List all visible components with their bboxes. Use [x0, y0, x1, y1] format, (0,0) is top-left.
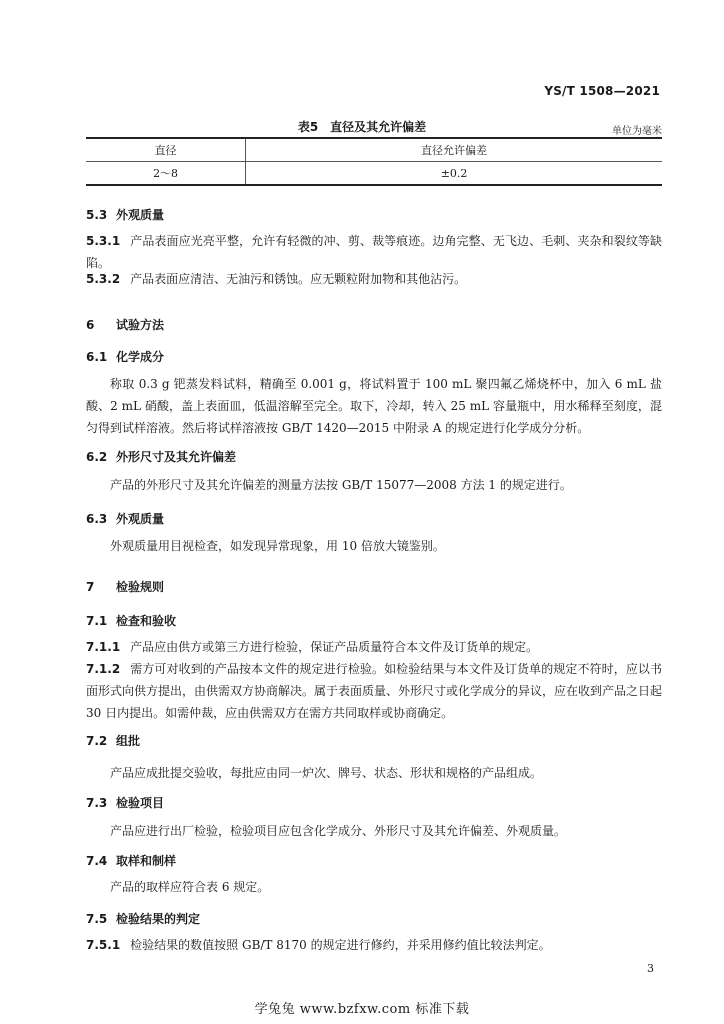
table-5-unit: 单位为毫米 — [612, 126, 662, 137]
table-header-row — [86, 138, 662, 162]
paragraph-7-4: 产品的取样应符合表 6 规定。 — [110, 880, 270, 894]
section-7-heading — [86, 578, 164, 595]
section-6-1-heading — [86, 348, 164, 365]
section-number: 7 — [86, 580, 95, 594]
table-cell-tolerance: ±0.2 — [246, 162, 662, 186]
section-title: 化学成分 — [116, 350, 165, 364]
clause-5-3-2 — [86, 268, 662, 290]
clause-text: 产品应由供方或第三方进行检验，保证产品质量符合本文件及订货单的规定。 — [130, 640, 539, 654]
section-number: 6 — [86, 318, 95, 332]
section-number: 7.5 — [86, 912, 108, 926]
section-number: 5.3 — [86, 208, 108, 222]
section-7-4-heading — [86, 852, 176, 869]
section-5-3-heading — [86, 206, 164, 223]
section-number: 7.4 — [86, 854, 108, 868]
section-number: 6.2 — [86, 450, 108, 464]
section-6-3-heading — [86, 510, 164, 527]
table-5 — [86, 137, 662, 186]
table-row — [86, 162, 662, 186]
column-header-tolerance: 直径允许偏差 — [246, 138, 662, 162]
section-number: 6.1 — [86, 350, 108, 364]
standard-code: YS/T 1508—2021 — [544, 84, 660, 98]
section-title: 外观质量 — [116, 512, 165, 526]
paragraph-6-3: 外观质量用目视检查，如发现异常现象，用 10 倍放大镜鉴别。 — [110, 539, 445, 553]
section-7-5-heading — [86, 910, 200, 927]
paragraph-6-2: 产品的外形尺寸及其允许偏差的测量方法按 GB/T 15077—2008 方法 1 的规定进行。 — [110, 478, 572, 492]
paragraph-6-1: 称取 0.3 g 钯蒸发料试料，精确至 0.001 g，将试料置于 100 mL 聚四氟乙烯烧杯中，加入 6 mL 盐酸、2 mL 硝酸，盖上表面皿，低温溶解至完全。取下，冷却，转入 25 mL 容量瓶中，用水稀释至刻度，混匀得到试样溶液。然后将试样溶液按 GB/T 1420—2015 中附录 A 的规定进行化学成分分析。 — [86, 377, 662, 435]
clause-7-5-1 — [86, 934, 662, 956]
section-title: 外观质量 — [116, 208, 165, 222]
clause-number: 7.5.1 — [86, 938, 121, 952]
section-title: 取样和制样 — [116, 854, 177, 868]
section-number: 6.3 — [86, 512, 108, 526]
page-number: 3 — [647, 962, 654, 975]
clause-7-1-1 — [86, 636, 662, 658]
clause-number: 7.1.2 — [86, 662, 121, 676]
section-6-2-heading — [86, 448, 236, 465]
section-title: 外形尺寸及其允许偏差 — [116, 450, 237, 464]
table-cell-diameter: 2～8 — [86, 162, 246, 186]
section-title: 试验方法 — [116, 318, 165, 332]
clause-text: 检验结果的数值按照 GB/T 8170 的规定进行修约，并采用修约值比较法判定。 — [130, 938, 551, 952]
clause-text: 需方可对收到的产品按本文件的规定进行检验。如检验结果与本文件及订货单的规定不符时，应以书面形式向供方提出，由供需双方协商解决。属于表面质量、外形尺寸或化学成分的异议，应在收到产品之日起 30 日内提出。如需仲裁，应由供需双方在需方共同取样或协商确定。 — [86, 662, 663, 720]
section-7-2-heading — [86, 732, 140, 749]
section-title: 检验结果的判定 — [116, 912, 201, 926]
section-6-heading — [86, 316, 164, 333]
section-title: 检验规则 — [116, 580, 165, 594]
section-number: 7.2 — [86, 734, 108, 748]
section-7-3-heading — [86, 794, 164, 811]
clause-text: 产品表面应清洁、无油污和锈蚀。应无颗粒附加物和其他沾污。 — [130, 272, 467, 286]
section-title: 组批 — [116, 734, 141, 748]
section-number: 7.1 — [86, 614, 108, 628]
table-5-title: 表5 直径及其允许偏差 — [297, 120, 427, 134]
clause-number: 5.3.2 — [86, 272, 121, 286]
section-title: 检验项目 — [116, 796, 165, 810]
footer-watermark: 学兔兔 www.bzfxw.com 标准下载 — [254, 1002, 470, 1017]
paragraph-7-2: 产品应成批提交验收，每批应由同一炉次、牌号、状态、形状和规格的产品组成。 — [110, 766, 543, 780]
column-header-diameter: 直径 — [86, 138, 246, 162]
clause-number: 5.3.1 — [86, 234, 121, 248]
clause-number: 7.1.1 — [86, 640, 121, 654]
section-number: 7.3 — [86, 796, 108, 810]
section-7-1-heading — [86, 612, 176, 629]
clause-text: 产品表面应光亮平整，允许有轻微的冲、剪、裁等痕迹。边角完整、无飞边、毛刺、夹杂和裂纹等缺陷。 — [86, 234, 662, 270]
paragraph-7-3: 产品应进行出厂检验，检验项目应包含化学成分、外形尺寸及其允许偏差、外观质量。 — [110, 824, 567, 838]
section-title: 检查和验收 — [116, 614, 177, 628]
clause-7-1-2 — [86, 658, 662, 724]
